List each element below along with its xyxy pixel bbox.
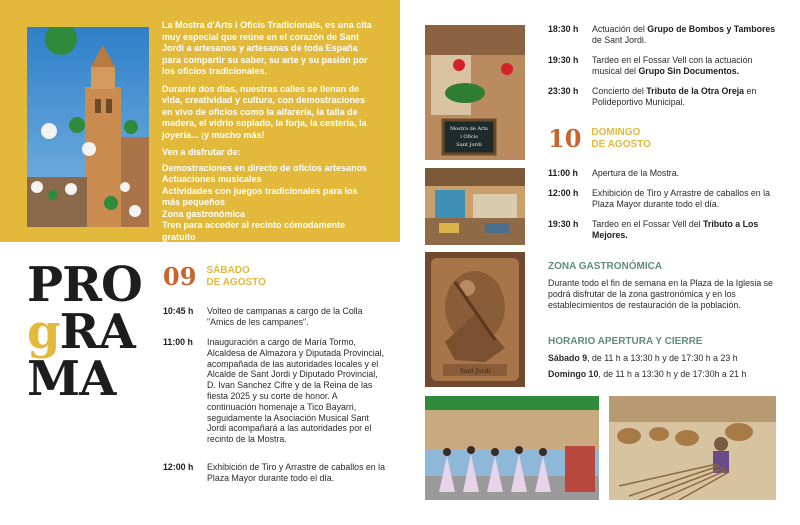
- carving-caption: Sant Jordi: [459, 368, 491, 375]
- hours-saturday-label: Sábado 9: [548, 353, 588, 363]
- event-text: Concierto del Tributo de la Otra Oreja en Polideportivo Municipal.: [592, 86, 757, 107]
- event-time: 19:30 h: [548, 55, 579, 65]
- saturday-evening-event-3: [548, 86, 778, 108]
- saturday-day: SÁBADO: [206, 265, 250, 276]
- hours-sunday: [548, 369, 783, 380]
- hours-sunday-label: Domingo 10: [548, 369, 599, 379]
- saturday-evening-event-2: [548, 55, 778, 77]
- sunday-month: DE AGOSTO: [591, 139, 651, 150]
- event-time: 12:00 h: [548, 188, 579, 198]
- intro-paragraph-1: La Mostra d'Arts i Oficis Tradicionals, es una cita muy especial que reúne en el corazón de Sant Jordi a artesanos y artesanas de toda España para compartir su saber, su arte y su pasión por los oficios tradicionales.: [162, 20, 372, 76]
- list-item: Tren para acceder al recinto cómodamente gratuito: [162, 220, 346, 242]
- title-line-2: [27, 304, 142, 360]
- sunday-event-2: [548, 188, 778, 210]
- title-letter-g: g: [27, 304, 60, 360]
- event-time: 11:00 h: [163, 337, 193, 347]
- sunday-header: [548, 124, 651, 153]
- event-text: Inauguración a cargo de María Tormo, Alcaldesa de Almazora y Diputada Provincial, acompañada de las autoridades locales y el Alcalde de Sant Jordi y Diputado Provincial, D. Ivan Sanchez Cifre y de la Reina de las fiesta 2025 y su corte de honor. A continuación homenaje a Tico Bayarri, seguidamente la Asociación Musical Sant Jordi acompañará a las autoridades por el recinto de la Mostra.: [207, 337, 385, 445]
- wood-carving-photo: [425, 252, 525, 387]
- event-text: Volteo de campanas a cargo de la Colla "Amics de les campanes".: [207, 306, 363, 327]
- event-text: Tardeo en el Fossar Vell del Tributo a Los Mejores.: [592, 219, 759, 240]
- saturday-event-1: [163, 306, 388, 328]
- saturday-evening-event-1: [548, 24, 778, 46]
- intro-text: [162, 20, 377, 243]
- intro-paragraph-2: Durante dos días, nuestras calles se llenan de vida, creatividad y cultura, con demostraciones en vivo de oficios como la alfarería, la talla de madera, el vidrio soplado, la forja, la cestería, la joyería... ¡y mucho más!: [162, 83, 367, 140]
- programa-title: [27, 257, 142, 407]
- list-item: Actividades con juegos tradicionales para los más pequeños: [162, 185, 358, 207]
- event-time: 10:45 h: [163, 306, 194, 316]
- saturday-event-3: [163, 462, 388, 484]
- event-text: Exhibición de Tiro y Arrastre de caballos en la Plaza Mayor durante todo el día.: [207, 462, 385, 483]
- intro-list-title: Ven a disfrutar de:: [162, 147, 241, 157]
- event-time: 19:30 h: [548, 219, 579, 229]
- window-flowers-photo: [425, 25, 525, 160]
- list-item: Zona gastronómica: [162, 208, 246, 219]
- title-line-1: PRO: [27, 257, 142, 313]
- hours-sunday-value: , de 11 h a 13:30 h y de 17:30h a 21 h: [598, 369, 747, 379]
- hours-saturday: [548, 353, 783, 364]
- list-item: Demostraciones en directo de oficios artesanos: [162, 162, 368, 173]
- saturday-header: [163, 262, 266, 291]
- church-tower-photo: [27, 27, 149, 227]
- sunday-label: [591, 127, 650, 151]
- intro-list: [162, 163, 377, 244]
- list-item: Actuaciones musicales: [162, 174, 262, 184]
- chalkboard-line-3: Sant Jordi: [456, 142, 482, 148]
- hours-title: HORARIO APERTURA Y CIERRE: [548, 336, 703, 347]
- hours-saturday-value: , de 11 h a 13:30 h y de 17:30 h a 23 h: [587, 353, 738, 363]
- event-text: Tardeo en el Fossar Vell con la actuación musical del Grupo Sin Documentos.: [592, 55, 753, 76]
- event-time: 11:00 h: [548, 168, 578, 178]
- saturday-label: [206, 265, 265, 289]
- sunday-event-1: [548, 168, 778, 179]
- chalkboard-line-1: Mostra de Arts: [450, 126, 488, 132]
- event-time: 12:00 h: [163, 462, 194, 472]
- event-time: 18:30 h: [548, 24, 579, 34]
- gastro-text: Durante todo el fin de semana en la Plaza de la Iglesia se podrá disfrutar de la zona gastronómica y en los establecimientos de restauración de la población.: [548, 278, 773, 310]
- basket-weaving-photo: [609, 396, 776, 500]
- title-line-2-rest: RA: [59, 304, 135, 360]
- folk-dancers-photo: [425, 396, 599, 500]
- sunday-event-3: [548, 219, 778, 241]
- saturday-number: 09: [163, 262, 197, 291]
- event-text: Actuación del Grupo de Bombos y Tambores de Sant Jordi.: [592, 24, 776, 45]
- saturday-event-2: [163, 337, 388, 445]
- title-line-3: MA: [27, 351, 116, 407]
- sunday-day: DOMINGO: [591, 127, 641, 138]
- sunday-number: 10: [548, 124, 582, 153]
- chalkboard-line-2: i Oficis: [460, 134, 478, 140]
- event-text: Exhibición de Tiro y Arrastre de caballos en la Plaza Mayor durante todo el día.: [592, 188, 770, 209]
- gastro-title: ZONA GASTRONÓMICA: [548, 261, 663, 272]
- market-stall-photo: [425, 168, 525, 245]
- event-text: Apertura de la Mostra.: [592, 168, 680, 178]
- saturday-month: DE AGOSTO: [206, 277, 266, 288]
- event-time: 23:30 h: [548, 86, 579, 96]
